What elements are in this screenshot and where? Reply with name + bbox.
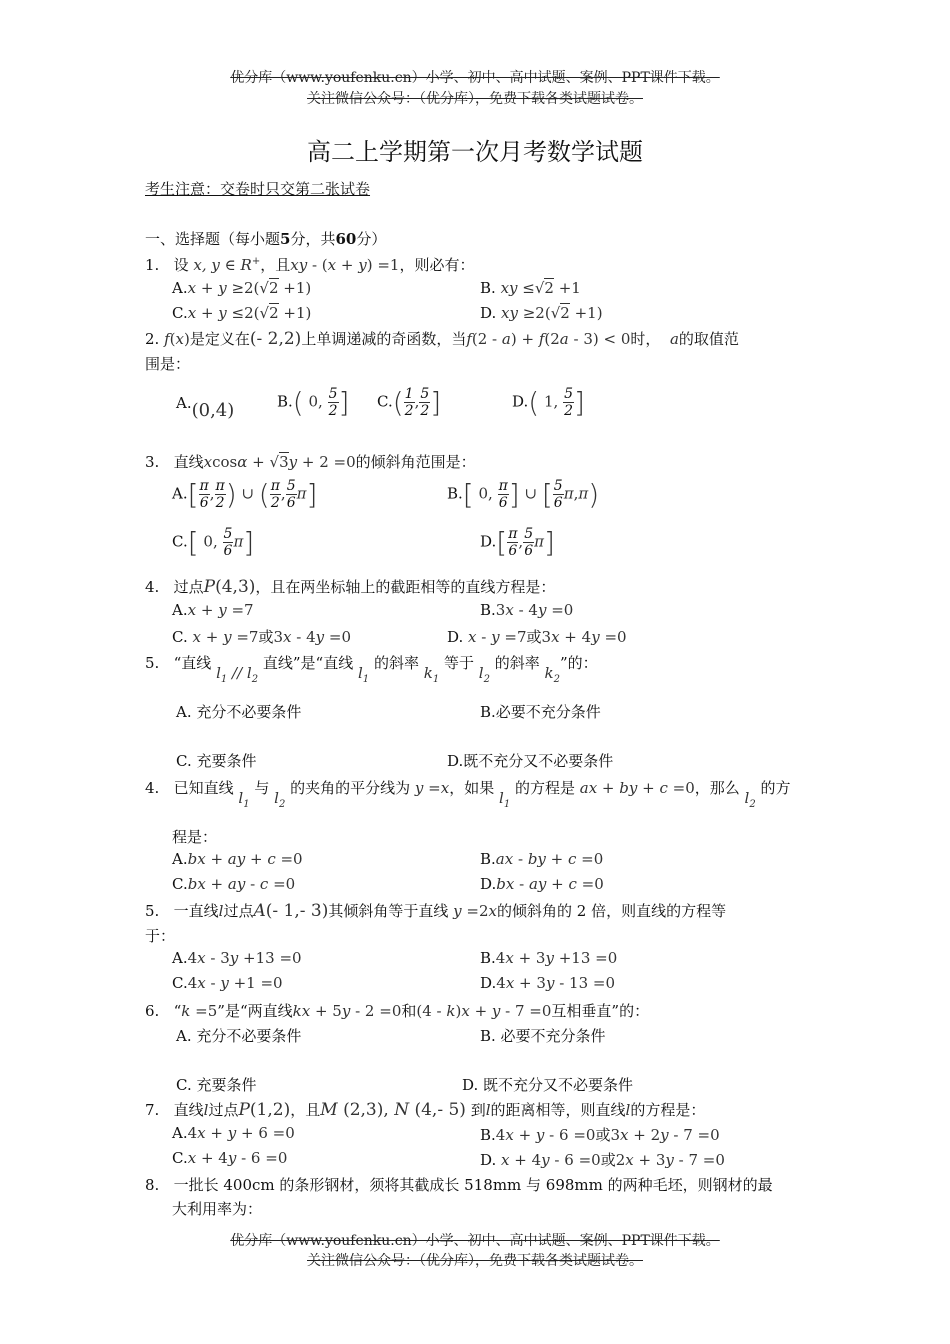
question-4b: 4. 已知直线 $l_1$ 与 $l_2$ 的夹角的平分线为 y =x，如果 $l_1$ 的方程是 ax + by + c =0，那么 $l_2$ 的方 <box>145 779 791 810</box>
question-4-option-a[interactable]: A.x + y =7 <box>172 601 254 619</box>
question-4b-option-b[interactable]: B.ax - by + c =0 <box>480 850 604 868</box>
question-7-option-b[interactable]: B.4x + y - 6 =0或3x + 2y - 7 =0 <box>480 1126 720 1144</box>
page-title: 高二上学期第一次月考数学试题 <box>307 138 643 166</box>
question-5-option-b[interactable]: B.必要不充分条件 <box>480 703 601 721</box>
question-3-option-c[interactable]: C.[ 0, $\frac{5}{6}$ π] <box>172 526 255 559</box>
question-2-option-d[interactable]: D.( 1, $\frac{5}{2}$ ] <box>512 386 585 419</box>
question-1: 1. 设 x, y ∈ R+，且xy - (x + y) =1，则必有： <box>145 256 475 274</box>
header-banner-line1: 优分库（www.youfenku.cn）小学、初中、高中试题、案例、PPT课件下载。 <box>230 70 720 86</box>
exam-notice: 考生注意：交卷时只交第二张试卷 <box>145 180 371 198</box>
question-1-option-c[interactable]: C.x + y ≤2(√2 +1) <box>172 304 312 322</box>
question-3-option-d[interactable]: D.[ $\frac{\pi}{6}$ , $\frac{5}{6}$ π] <box>480 526 555 559</box>
question-3-option-a[interactable]: A.[ $\frac{\pi}{6}$ , $\frac{\pi}{2}$ ) ∪ ( $\frac{\pi}{2}$ , $\frac{5}{6}$ π] <box>172 478 318 511</box>
question-7-option-c[interactable]: C.x + 4y - 6 =0 <box>172 1149 288 1167</box>
question-5b-option-a[interactable]: A.4x - 3y +13 =0 <box>172 949 302 967</box>
question-1-option-b[interactable]: B. xy ≤√2 +1 <box>480 279 581 297</box>
question-6-option-a[interactable]: A. 充分不必要条件 <box>176 1027 302 1045</box>
question-8: 8. 一批长 400cm 的条形钢材，须将其截成长 518mm 与 698mm 的两种毛坯，则钢材的最 <box>145 1176 773 1194</box>
footer-banner-line2: 关注微信公众号：（优分库），免费下载各类试题试卷。 <box>307 1253 643 1269</box>
question-2-option-a[interactable]: A.(0,4) <box>176 394 235 421</box>
question-4b-option-d[interactable]: D.bx - ay + c =0 <box>480 875 604 893</box>
question-6-option-d[interactable]: D. 既不充分又不必要条件 <box>462 1076 634 1094</box>
question-2-line2: 围是： <box>145 355 191 373</box>
question-1-option-a[interactable]: A.x + y ≥2(√2 +1) <box>172 279 312 297</box>
question-5b-line2: 于： <box>145 927 176 945</box>
question-2-option-b[interactable]: B.( 0, $\frac{5}{2}$ ] <box>277 386 350 419</box>
question-4b-option-c[interactable]: C.bx + ay - c =0 <box>172 875 296 893</box>
question-5-option-a[interactable]: A. 充分不必要条件 <box>176 703 302 721</box>
question-3-option-b[interactable]: B.[ 0, $\frac{\pi}{6}$ ] ∪ [ $\frac{5}{6}$ π,π) <box>447 478 600 511</box>
question-8-line2: 大利用率为： <box>172 1200 263 1218</box>
question-6-option-c[interactable]: C. 充要条件 <box>176 1076 257 1094</box>
question-2-option-c[interactable]: C.( $\frac{1}{2}$ , $\frac{5}{2}$ ] <box>377 386 442 419</box>
question-5-option-d[interactable]: D.既不充分又不必要条件 <box>447 752 614 770</box>
question-6: 6. “k =5”是“两直线kx + 5y - 2 =0和(4 - k)x + y - 7 =0互相垂直”的： <box>145 1002 650 1020</box>
question-5-option-c[interactable]: C. 充要条件 <box>176 752 257 770</box>
question-4-option-c[interactable]: C. x + y =7或3x - 4y =0 <box>172 628 352 646</box>
question-5b-option-d[interactable]: D.4x + 3y - 13 =0 <box>480 974 615 992</box>
question-6-option-b[interactable]: B. 必要不充分条件 <box>480 1027 606 1045</box>
question-7: 7. 直线l过点P(1,2)，且M (2,3), N (4,- 5) 到l的距离相等，则直线l的方程是： <box>145 1100 706 1120</box>
section-heading: 一、选择题（每小题5分，共60分） <box>145 230 387 248</box>
header-banner-line2: 关注微信公众号：（优分库），免费下载各类试题试卷。 <box>307 91 643 107</box>
question-1-option-d[interactable]: D. xy ≥2(√2 +1) <box>480 304 603 322</box>
question-4-option-d[interactable]: D. x - y =7或3x + 4y =0 <box>447 628 627 646</box>
question-4b-option-a[interactable]: A.bx + ay + c =0 <box>172 850 303 868</box>
question-2: 2. f(x)是定义在(- 2,2)上单调递减的奇函数，当f(2 - a) + f(2a - 3) < 0时， a的取值范 <box>145 329 739 349</box>
question-5b: 5. 一直线l过点A(- 1,- 3)其倾斜角等于直线 y =2x的倾斜角的 2 倍，则直线的方程等 <box>145 901 727 921</box>
question-4: 4. 过点P(4,3)，且在两坐标轴上的截距相等的直线方程是： <box>145 577 556 597</box>
question-4-option-b[interactable]: B.3x - 4y =0 <box>480 601 574 619</box>
question-5b-option-b[interactable]: B.4x + 3y +13 =0 <box>480 949 618 967</box>
question-7-option-d[interactable]: D. x + 4y - 6 =0或2x + 3y - 7 =0 <box>480 1151 725 1169</box>
question-5: 5. “直线 $l_1 // l_2$ 直线”是“直线 $l_1$ 的斜率 $k_1$ 等于 $l_2$ 的斜率 $k_2$”的： <box>145 654 598 685</box>
question-5b-option-c[interactable]: C.4x - y +1 =0 <box>172 974 283 992</box>
question-7-option-a[interactable]: A.4x + y + 6 =0 <box>172 1124 295 1142</box>
footer-banner-line1: 优分库（www.youfenku.cn）小学、初中、高中试题、案例、PPT课件下载。 <box>230 1233 720 1249</box>
question-4b-line2: 程是： <box>172 828 218 846</box>
question-3: 3. 直线xcosα + √3y + 2 =0的倾斜角范围是： <box>145 453 476 471</box>
